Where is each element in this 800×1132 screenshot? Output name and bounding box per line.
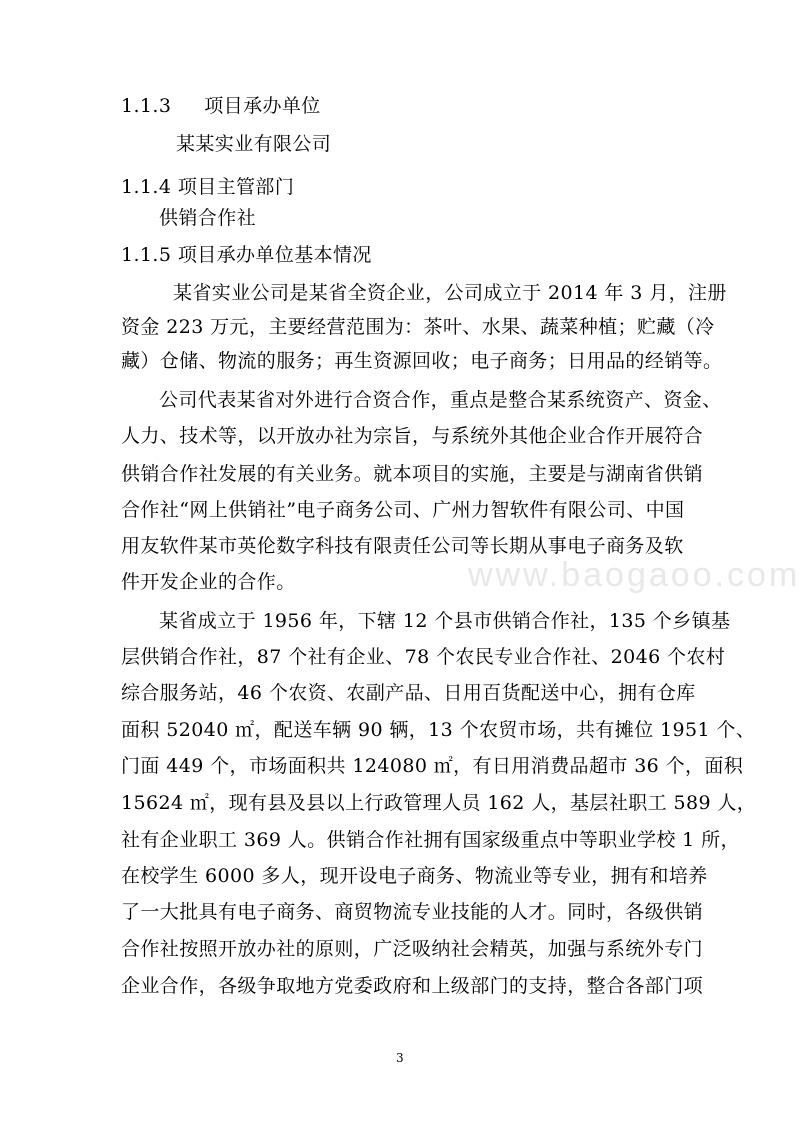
paragraph-line: 某省成立于 1956 年，下辖 12 个县市供销合作社，135 个乡镇基 xyxy=(159,610,731,632)
section-number: 1.1.3 xyxy=(121,95,172,117)
paragraph-line: 公司代表某省对外进行合资合作，重点是整合某系统资产、资金、 xyxy=(159,389,722,411)
paragraph-line: 门面 449 个，市场面积共 124080 ㎡，有日用消费品超市 36 个，面积 xyxy=(121,755,744,777)
paragraph-line: 资金 223 万元，主要经营范围为：茶叶、水果、蔬菜种植；贮藏（冷 xyxy=(121,316,715,338)
paragraph-line: 供销合作社发展的有关业务。就本项目的实施，主要是与湖南省供销 xyxy=(121,463,704,485)
section-content-1-1-3: 某某实业有限公司 xyxy=(176,133,332,155)
paragraph-line: 藏）仓储、物流的服务；再生资源回收；电子商务；日用品的经销等。 xyxy=(121,350,723,372)
paragraph-line: 在校学生 6000 多人，现开设电子商务、物流业等专业，拥有和培养 xyxy=(121,865,708,887)
paragraph-line: 合作社按照开放办社的原则，广泛吸纳社会精英，加强与系统外专门 xyxy=(121,938,704,960)
paragraph-line: 用友软件某市英伦数字科技有限责任公司等长期从事电子商务及软 xyxy=(121,535,684,557)
paragraph-line: 某省实业公司是某省全资企业，公司成立于 2014 年 3 月，注册 xyxy=(173,282,727,304)
section-heading-1-1-4 xyxy=(121,173,294,201)
section-title: 项目主管部门 xyxy=(177,176,295,198)
paragraph-line: 综合服务站，46 个农资、农副产品、日用百货配送中心，拥有仓库 xyxy=(121,682,696,704)
paragraph-line: 人力、技术等，以开放办社为宗旨，与系统外其他企业合作开展符合 xyxy=(121,425,704,447)
paragraph-line: 层供销合作社，87 个社有企业、78 个农民专业合作社、2046 个农村 xyxy=(121,646,726,668)
section-title: 项目承办单位基本情况 xyxy=(177,244,372,266)
section-number: 1.1.4 xyxy=(121,176,172,198)
watermark: www.baogaoo.com xyxy=(468,556,800,594)
paragraph-line: 了一大批具有电子商务、商贸物流专业技能的人才。同时，各级供销 xyxy=(121,901,704,923)
section-title: 项目承办单位 xyxy=(204,95,321,117)
page-number: 3 xyxy=(396,1051,404,1065)
paragraph-line: 社有企业职工 369 人。供销合作社拥有国家级重点中等职业学校 1 所， xyxy=(121,829,740,851)
paragraph-line: 面积 52040 ㎡，配送车辆 90 辆，13 个农贸市场，共有摊位 1951 个、 xyxy=(121,719,756,741)
section-content-1-1-4: 供销合作社 xyxy=(159,207,257,229)
paragraph-line: 企业合作，各级争取地方党委政府和上级部门的支持，整合各部门项 xyxy=(121,975,704,997)
paragraph-line: 15624 ㎡，现有县及县以上行政管理人员 162 人，基层社职工 589 人， xyxy=(121,792,757,814)
paragraph-line: 合作社“网上供销社”电子商务公司、广州力智软件有限公司、中国 xyxy=(121,499,685,521)
paragraph-line: 件开发企业的合作。 xyxy=(121,571,296,593)
section-heading-1-1-5 xyxy=(121,241,372,269)
section-heading-1-1-3 xyxy=(121,92,321,120)
section-number: 1.1.5 xyxy=(121,244,172,266)
